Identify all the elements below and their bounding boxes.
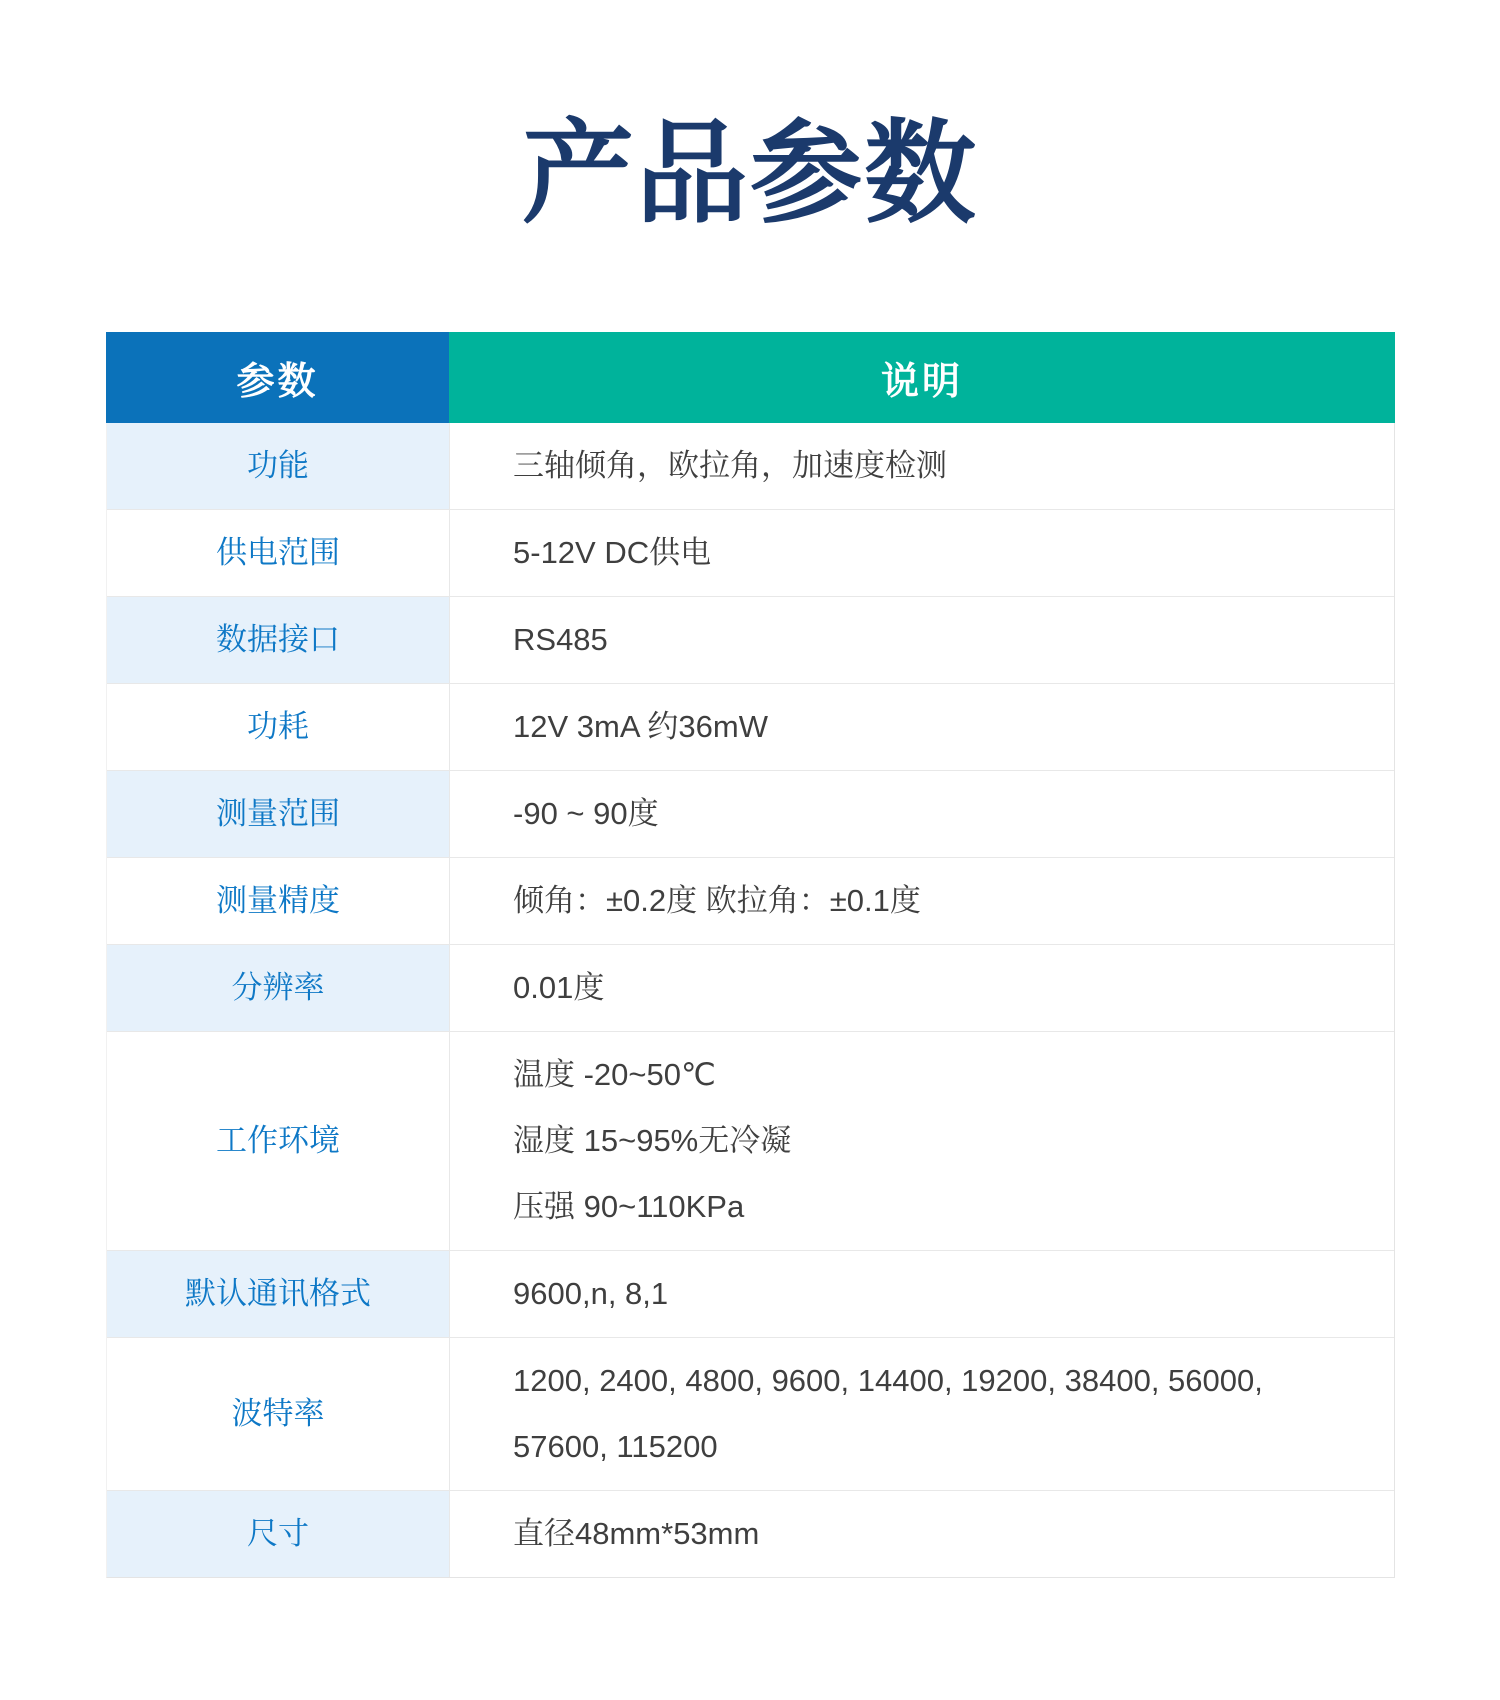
param-label: 波特率 (231, 1396, 325, 1431)
desc-line: RS485 (513, 622, 608, 657)
param-label: 默认通讯格式 (185, 1276, 371, 1311)
desc-line: 湿度 15~95%无冷凝 (513, 1123, 792, 1158)
desc-cell (450, 684, 1394, 770)
desc-cell (450, 858, 1394, 944)
table-row (107, 1490, 1394, 1577)
spec-table (106, 332, 1395, 1578)
table-row (107, 1250, 1394, 1337)
param-column-header: 参数 (106, 332, 449, 423)
table-row (107, 1031, 1394, 1250)
desc-line: 9600,n, 8,1 (513, 1276, 669, 1311)
param-cell (107, 597, 450, 683)
table-row (107, 857, 1394, 944)
table-row (107, 596, 1394, 683)
desc-line: -90 ~ 90度 (513, 796, 659, 831)
param-label: 测量范围 (216, 796, 340, 831)
param-label: 供电范围 (216, 535, 340, 570)
desc-line: 温度 -20~50℃ (513, 1057, 716, 1092)
param-cell (107, 858, 450, 944)
param-label: 功耗 (247, 709, 309, 744)
param-cell (107, 1032, 450, 1250)
desc-line: 57600, 115200 (513, 1429, 718, 1464)
param-cell (107, 1338, 450, 1490)
desc-cell (450, 1251, 1394, 1337)
desc-line: 12V 3mA 约36mW (513, 709, 768, 744)
param-label: 数据接口 (216, 622, 340, 657)
param-label: 工作环境 (216, 1123, 340, 1158)
page-title: 产品参数 (522, 111, 978, 236)
desc-cell (450, 510, 1394, 596)
table-header-row (106, 332, 1395, 423)
desc-cell (450, 1491, 1394, 1577)
desc-line: 三轴倾角，欧拉角，加速度检测 (513, 448, 947, 483)
param-cell (107, 1251, 450, 1337)
desc-cell (450, 597, 1394, 683)
desc-column-header: 说明 (449, 332, 1395, 423)
param-label: 分辨率 (231, 970, 325, 1005)
desc-line: 1200, 2400, 4800, 9600, 14400, 19200, 38400, 56000, (513, 1363, 1263, 1398)
table-row (107, 1337, 1394, 1490)
param-cell (107, 1491, 450, 1577)
table-row (107, 509, 1394, 596)
desc-line: 0.01度 (513, 970, 605, 1005)
table-row (107, 770, 1394, 857)
desc-line: 直径48mm*53mm (513, 1516, 760, 1551)
param-cell (107, 771, 450, 857)
desc-cell (450, 423, 1394, 509)
desc-line: 倾角：±0.2度 欧拉角：±0.1度 (513, 883, 921, 918)
table-body (106, 423, 1395, 1578)
param-label: 功能 (247, 448, 309, 483)
desc-cell (450, 945, 1394, 1031)
desc-line: 5-12V DC供电 (513, 535, 712, 570)
table-row (107, 944, 1394, 1031)
param-label: 尺寸 (247, 1516, 309, 1551)
table-row (107, 423, 1394, 509)
desc-cell (450, 771, 1394, 857)
param-cell (107, 684, 450, 770)
param-label: 测量精度 (216, 883, 340, 918)
table-row (107, 683, 1394, 770)
desc-line: 压强 90~110KPa (513, 1189, 745, 1224)
param-cell (107, 510, 450, 596)
desc-cell (450, 1338, 1394, 1490)
param-cell (107, 423, 450, 509)
param-cell (107, 945, 450, 1031)
desc-cell (450, 1032, 1394, 1250)
